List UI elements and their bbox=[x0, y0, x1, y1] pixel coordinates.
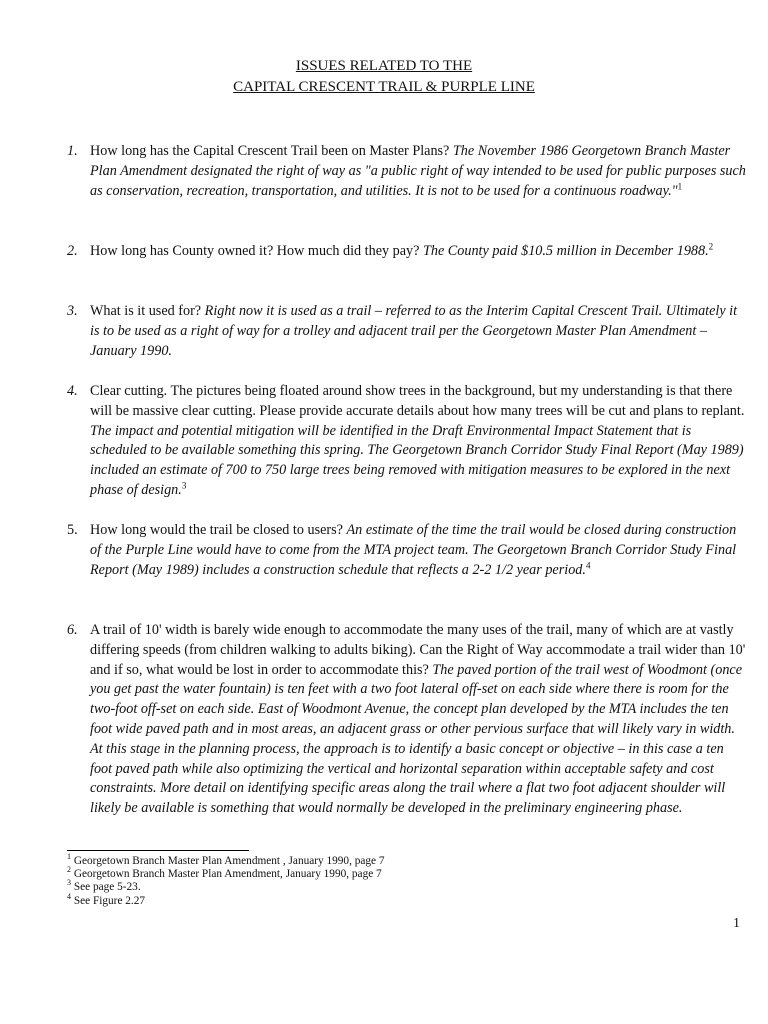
footnote-mark: 4 bbox=[67, 891, 71, 901]
document-title-line-1: ISSUES RELATED TO THE bbox=[295, 58, 473, 74]
item-number: 5. bbox=[67, 522, 78, 538]
item-answer: The November 1986 Georgetown Branch Master Plan Amendment designated the right of way as "a public right of way intended to be used for public purposes such as conservation, recreation, transportation, and utilities. It is not to be used for a continuous roadway." bbox=[90, 143, 746, 199]
item-answer: Right now it is used as a trail – referred to as the Interim Capital Crescent Trail. Ultimately it is to be used as a right of way for a trolley and adjacent trail per the Georgetown Master Plan Amendment – January 1990. bbox=[90, 303, 738, 359]
footnote-text: Georgetown Branch Master Plan Amendment , January 1990, page 7 bbox=[73, 855, 385, 867]
list-item-1 bbox=[67, 142, 747, 201]
footnote-ref: 3 bbox=[181, 480, 187, 491]
item-answer: The paved portion of the trail west of Woodmont (once you get past the water fountain) is ten feet with a two foot lateral off-set on each side where there is room for the two-foot off-set on each side. East of Woodmont Avenue, the concept plan developed by the MTA includes the ten foot wide paved path and in most areas, an adjacent grass or other pervious surface that will likely vary in width. At this stage in the planning process, the approach is to identify a basic concept or objective – in this case a ten foot paved path while also optimizing the vertical and horizontal separation within acceptable safety and cost constraints. More detail on identifying specific areas along the trail where a flat two foot adjacent shoulder will likely be available is something that would normally be developed in the preliminary engineering phase. bbox=[90, 661, 743, 817]
footnote-mark: 1 bbox=[67, 852, 71, 862]
footnote-text: See Figure 2.27 bbox=[73, 894, 146, 907]
item-answer: The impact and potential mitigation will be identified in the Draft Environmental Impact Statement that is scheduled to be available something this spring. The Georgetown Branch Corridor Study Final Report (May 1989) included an estimate of 700 to 750 large trees being removed with mitigation measures to be explored in the next phase of design. bbox=[90, 422, 744, 498]
footnote-ref: 2 bbox=[708, 241, 714, 252]
footnote-3 bbox=[67, 878, 667, 894]
footnote-mark: 3 bbox=[67, 878, 71, 888]
footnote-4 bbox=[67, 891, 667, 908]
item-number: 2. bbox=[67, 243, 78, 259]
item-number: 1. bbox=[67, 143, 78, 159]
list-item-4 bbox=[67, 382, 747, 501]
footnote-ref: 1 bbox=[677, 180, 683, 191]
document-title-line-2: CAPITAL CRESCENT TRAIL & PURPLE LINE bbox=[233, 79, 535, 95]
item-question: Clear cutting. The pictures being floated around show trees in the background, but my understanding is that there will be massive clear cutting. Please provide accurate details about how many trees will be cut and plans to replant. bbox=[90, 383, 745, 419]
list-item-5 bbox=[67, 521, 747, 580]
list-item-6 bbox=[67, 621, 747, 819]
item-question: How long has the Capital Crescent Trail been on Master Plans? bbox=[90, 143, 453, 159]
footnote-ref: 4 bbox=[585, 559, 591, 570]
list-item-2 bbox=[67, 242, 747, 262]
item-question: How long would the trail be closed to users? bbox=[90, 522, 347, 538]
footnote-2 bbox=[67, 865, 667, 881]
page-number: 1 bbox=[733, 916, 740, 931]
item-question: What is it used for? bbox=[90, 303, 205, 319]
footnote-text: See page 5-23. bbox=[73, 881, 141, 894]
item-question: How long has County owned it? How much did they pay? bbox=[90, 243, 423, 259]
footnote-mark: 2 bbox=[67, 865, 71, 875]
footnote-divider bbox=[67, 850, 249, 851]
item-number: 6. bbox=[67, 622, 78, 638]
item-answer: The County paid $10.5 million in December 1988. bbox=[422, 243, 709, 259]
footnote-1 bbox=[67, 852, 667, 868]
footnotes bbox=[67, 852, 667, 908]
item-question: A trail of 10' width is barely wide enough to accommodate the many uses of the trail, many of which are at vastly differing speeds (from children walking to adults biking). Can the Right of Way accommodate a trail wider than 10' and if so, what would be lost in order to accommodate this? bbox=[90, 622, 746, 678]
item-number: 4. bbox=[67, 383, 78, 399]
list-item-3 bbox=[67, 302, 747, 361]
item-number: 3. bbox=[67, 303, 78, 319]
footnote-text: Georgetown Branch Master Plan Amendment, January 1990, page 7 bbox=[73, 868, 382, 881]
item-answer: An estimate of the time the trail would be closed during construction of the Purple Line would have to come from the MTA project team. The Georgetown Branch Corridor Study Final Report (May 1989) includes a construction schedule that reflects a 2-2 1/2 year period. bbox=[90, 522, 737, 578]
